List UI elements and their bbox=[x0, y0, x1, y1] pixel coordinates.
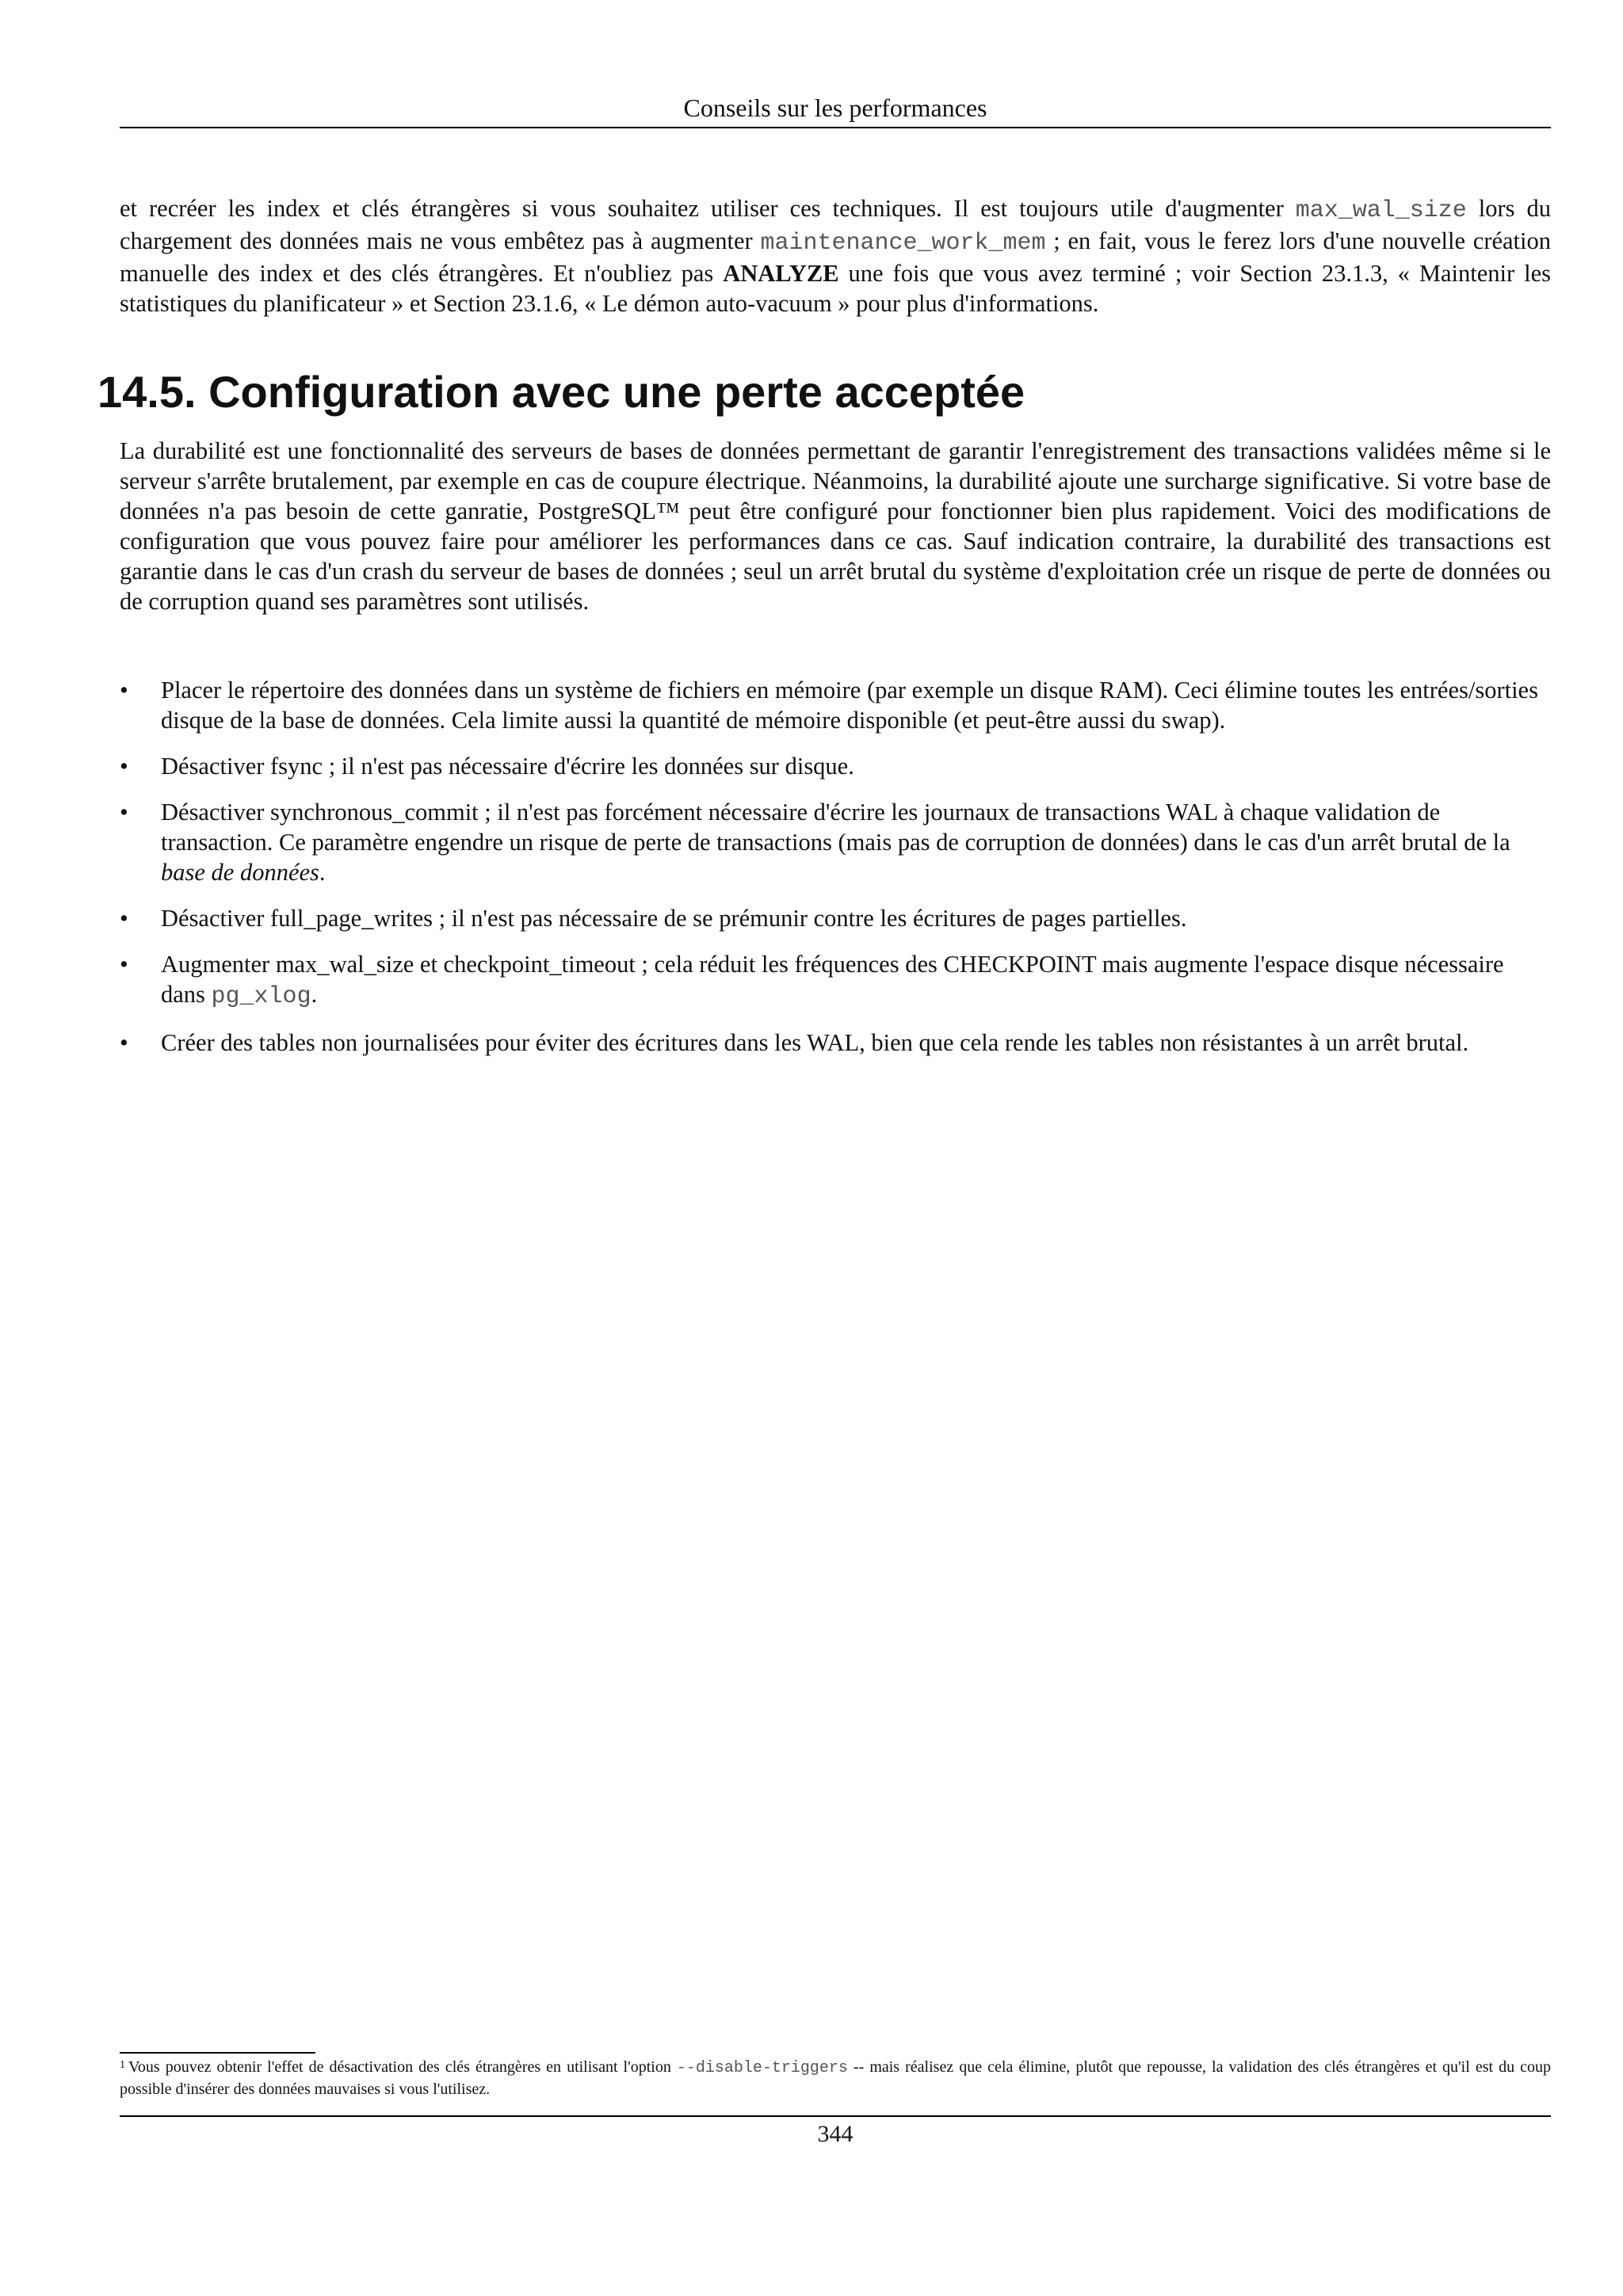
intro-text-1: et recréer les index et clés étrangères si vous souhaitez utiliser ces techniques. Il est toujours utile d'augmenter bbox=[120, 195, 1296, 222]
bullet-marker: • bbox=[120, 753, 128, 780]
section-body bbox=[120, 436, 1551, 616]
section-paragraph: La durabilité est une fonctionnalité des serveurs de bases de données permettant de garantir l'enregistrement des transactions validées même si le serveur s'arrête brutalement, par exemple en cas de coupure électrique. Néanmoins, la durabilité ajoute une surcharge significative. Si votre base de données n'a pas besoin de cette ganratie, PostgreSQL™ peut être configuré pour fonctionner bien plus rapidement. Voici des modifications de configuration que vous pouvez faire pour améliorer les performances dans ce cas. Sauf indication contraire, la durabilité des transactions est garantie dans le cas d'un crash du serveur de bases de données ; seul un arrêt brutal du système d'exploitation crée un risque de perte de données ou de corruption quand ses paramètres sont utilisés. bbox=[120, 437, 1551, 615]
bullet-list bbox=[120, 675, 1551, 1074]
footer-rule bbox=[120, 2115, 1551, 2117]
list-item-text: Créer des tables non journalisées pour éviter des écritures dans les WAL, bien que cela rende les tables non résistantes à un arrêt brutal. bbox=[161, 1029, 1469, 1056]
section-heading: 14.5. Configuration avec une perte acceptée bbox=[97, 367, 1025, 417]
footnote-rule bbox=[120, 2052, 315, 2054]
footnote-text: -- mais réalisez que cela élimine, plutôt que repousse, la validation des clés étrangères et qu'il est du coup possible d'insérer des données mauvaises si vous l'utilisez. bbox=[120, 2058, 1551, 2098]
intro-text-4: une fois que vous avez terminé ; voir Section 23.1.3, « Maintenir les statistiques du planificateur » et Section 23.1.6, « Le démon auto-vacuum » pour plus d'informations. bbox=[120, 260, 1552, 317]
bullet-marker: • bbox=[120, 799, 128, 826]
code-disable-triggers: --disable-triggers bbox=[676, 2059, 848, 2077]
code-pg-xlog: pg_xlog bbox=[211, 983, 311, 1010]
emphasis-text: base de données bbox=[161, 859, 319, 886]
running-header: Conseils sur les performances bbox=[683, 93, 987, 122]
list-item bbox=[120, 903, 1551, 933]
list-item bbox=[120, 675, 1551, 735]
intro-text-2: lors du chargement des données mais ne vous embêtez pas à augmenter bbox=[120, 195, 1551, 254]
footnote-text: Vous pouvez obtenir l'effet de désactivation des clés étrangères en utilisant l'option bbox=[128, 2058, 677, 2076]
page-number: 344 bbox=[817, 2121, 854, 2147]
bullet-marker: • bbox=[120, 677, 128, 704]
list-item-text: Désactiver synchronous_commit ; il n'est pas forcément nécessaire d'écrire les journaux de transactions WAL à chaque validation de transaction. Ce paramètre engendre un risque de perte de transactions (mais pas de corruption de données) dans le cas d'un arrêt brutal de la bbox=[161, 799, 1510, 856]
bullet-marker: • bbox=[120, 951, 128, 978]
header-rule bbox=[120, 127, 1551, 128]
list-item-text: . bbox=[319, 859, 326, 886]
list-item-text: Placer le répertoire des données dans un système de fichiers en mémoire (par exemple un disque RAM). Ceci élimine toutes les entrées/sorties disque de la base de données. Cela limite aussi la quantité de mémoire disponible (et peut-être aussi du swap). bbox=[161, 677, 1538, 734]
analyze-keyword: ANALYZE bbox=[723, 260, 839, 287]
list-item-text: Désactiver fsync ; il n'est pas nécessaire d'écrire les données sur disque. bbox=[161, 753, 854, 780]
bullet-marker: • bbox=[120, 905, 128, 932]
intro-section bbox=[120, 193, 1551, 318]
list-item bbox=[120, 1028, 1551, 1058]
code-maintenance-work-mem: maintenance_work_mem bbox=[760, 230, 1046, 257]
list-item-text: . bbox=[311, 981, 318, 1008]
intro-paragraph bbox=[120, 193, 1551, 318]
code-max-wal-size: max_wal_size bbox=[1295, 197, 1467, 224]
list-item-text: Augmenter max_wal_size et checkpoint_timeout ; cela réduit les fréquences des CHECKPOINT mais augmente l'espace disque nécessaire dans bbox=[161, 951, 1504, 1008]
list-item bbox=[120, 751, 1551, 781]
intro-text-3: ; en fait, vous le ferez lors d'une nouvelle création manuelle des index et des clés étrangères. Et n'oubliez pas bbox=[120, 227, 1551, 287]
list-item-text: Désactiver full_page_writes ; il n'est pas nécessaire de se prémunir contre les écritures de pages partielles. bbox=[161, 905, 1187, 932]
footnote-marker: 1 bbox=[120, 2059, 125, 2071]
list-item bbox=[120, 797, 1551, 887]
footnote bbox=[120, 2057, 1551, 2100]
bullet-marker: • bbox=[120, 1029, 128, 1056]
list-item bbox=[120, 949, 1551, 1012]
